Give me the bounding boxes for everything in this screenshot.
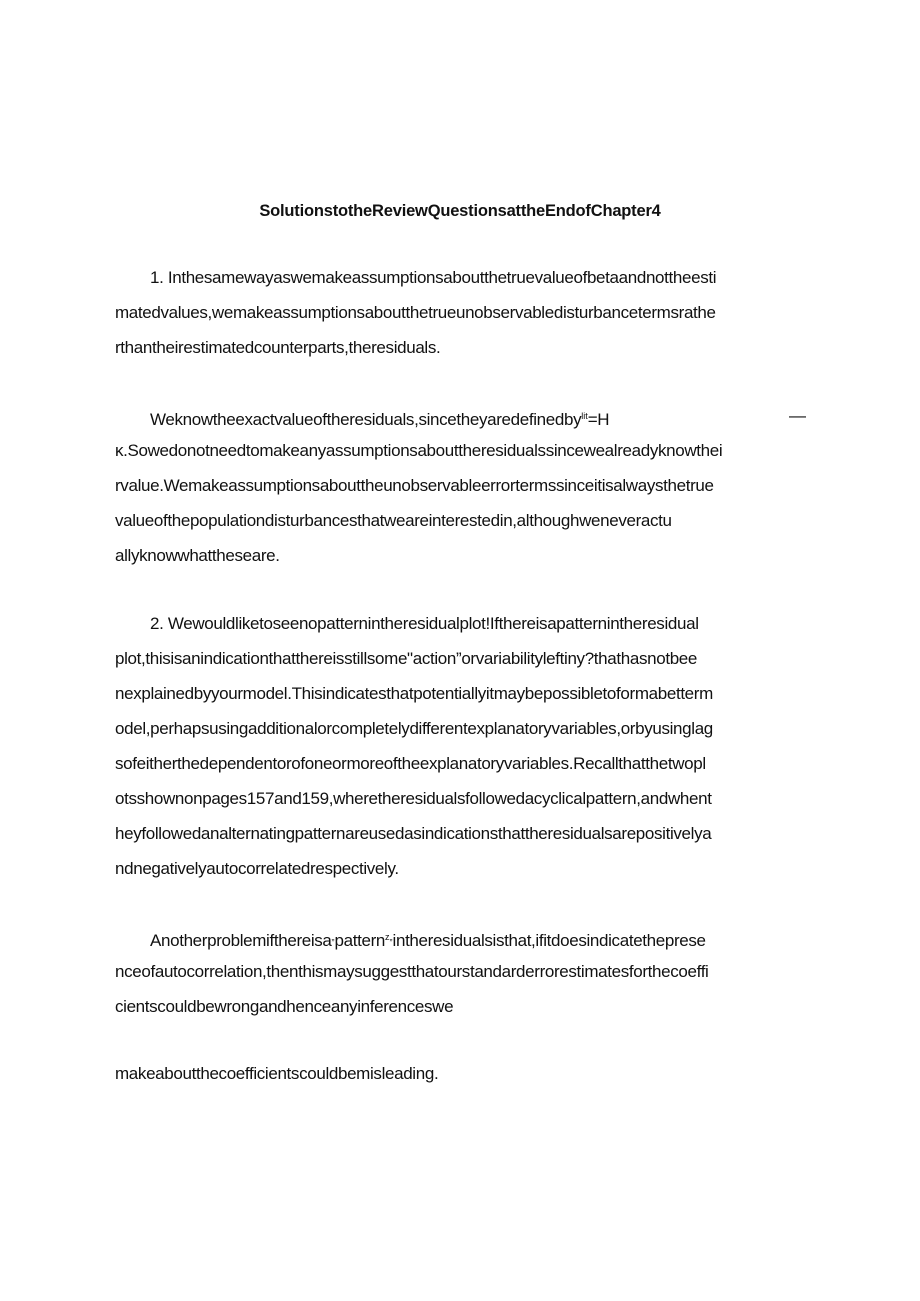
paragraph-2-line-4: valueofthepopulationdisturbancesthatweareinterestedin,althoughweneveractu: [115, 511, 672, 530]
paragraph-4-line-1-tail: intheresidualsisthat,ifitdoesindicatethepresе: [392, 931, 706, 950]
paragraph-3-line-5: sofeitherthedependentorofoneormoreoftheexplanatoryvariables.Recallthatthetwopl: [115, 754, 706, 773]
paragraph-3-line-7: heyfollowedanalternatingpatternareusedasindicationsthattheresidualsarepositivelya: [115, 824, 712, 843]
paragraph-4-line-2: nceofautocorrelation,thenthismaysuggestthatourstandarderrorestimatesforthecoeffi: [115, 962, 709, 981]
quote-mark-open: „: [331, 932, 335, 942]
paragraph-3-line-6: otsshownonpages157and159,wheretheresidualsfollowedacyclicalpattern,andwhent: [115, 789, 712, 808]
paragraph-5-line-1: makeaboutthecoefficientscouldbemisleading.: [115, 1064, 439, 1083]
paragraph-3-line-1: 2. Wewouldliketoseenopatternintheresidualplot!Ifthereisapatternintheresidual: [150, 614, 699, 633]
document-title: SolutionstotheReviewQuestionsattheEndofChapter4: [259, 202, 661, 220]
paragraph-3-line-3: nexplainedbyyourmodel.Thisindicatesthatpotentiallyitmaybepossibletoformabetterm: [115, 684, 713, 703]
quote-mark-close: z„: [385, 932, 393, 942]
paragraph-4-quoted-word: pattern: [334, 931, 386, 950]
paragraph-3-line-2: plot,thisisanindicationthatthereisstillsome"action”orvariabilityleftiny?thathasnotbee: [115, 649, 698, 668]
paragraph-3-line-4: odel,perhapsusingadditionalorcompletelydifferentexplanatoryvariables,orbyusinglag: [115, 719, 713, 738]
paragraph-2-line-1-tail: =H: [587, 410, 610, 429]
paragraph-4-line-1: [150, 925, 706, 953]
superscript-mark: lit: [581, 411, 588, 421]
paragraph-2-line-5: allyknowwhattheseare.: [115, 546, 280, 565]
paragraph-1-line-1: 1. Inthesamewayaswemakeassumptionsaboutthetruevalueofbetaandnottheesti: [150, 268, 717, 287]
paragraph-3-line-8: ndnegativelyautocorrelatedrespectively.: [115, 859, 399, 878]
paragraph-2-line-2: κ.Sowedonotneedtomakeanyassumptionsabouttheresidualssincewealreadyknowthei: [115, 441, 723, 460]
paragraph-2-line-1-text: Weknowtheexactvalueoftheresiduals,sincetheyaredefinedby: [150, 410, 582, 429]
paragraph-1-line-2: matedvalues,wemakeassumptionsaboutthetrueunobservabledisturbancetermsrathe: [115, 303, 716, 322]
paragraph-2-line-3: rvalue.Wemakeassumptionsabouttheunobservableerrortermssinceitisalwaysthetrue: [115, 476, 714, 495]
paragraph-4-line-1-text: Anotherproblemifthereisa: [150, 931, 332, 950]
paragraph-2-line-1: [150, 404, 609, 432]
paragraph-4-line-3: cientscouldbewrongandhenceanyinferenceswe: [115, 997, 454, 1016]
dash-mark: —: [789, 406, 806, 425]
paragraph-1-line-3: rthantheirestimatedcounterparts,theresiduals.: [115, 338, 441, 357]
